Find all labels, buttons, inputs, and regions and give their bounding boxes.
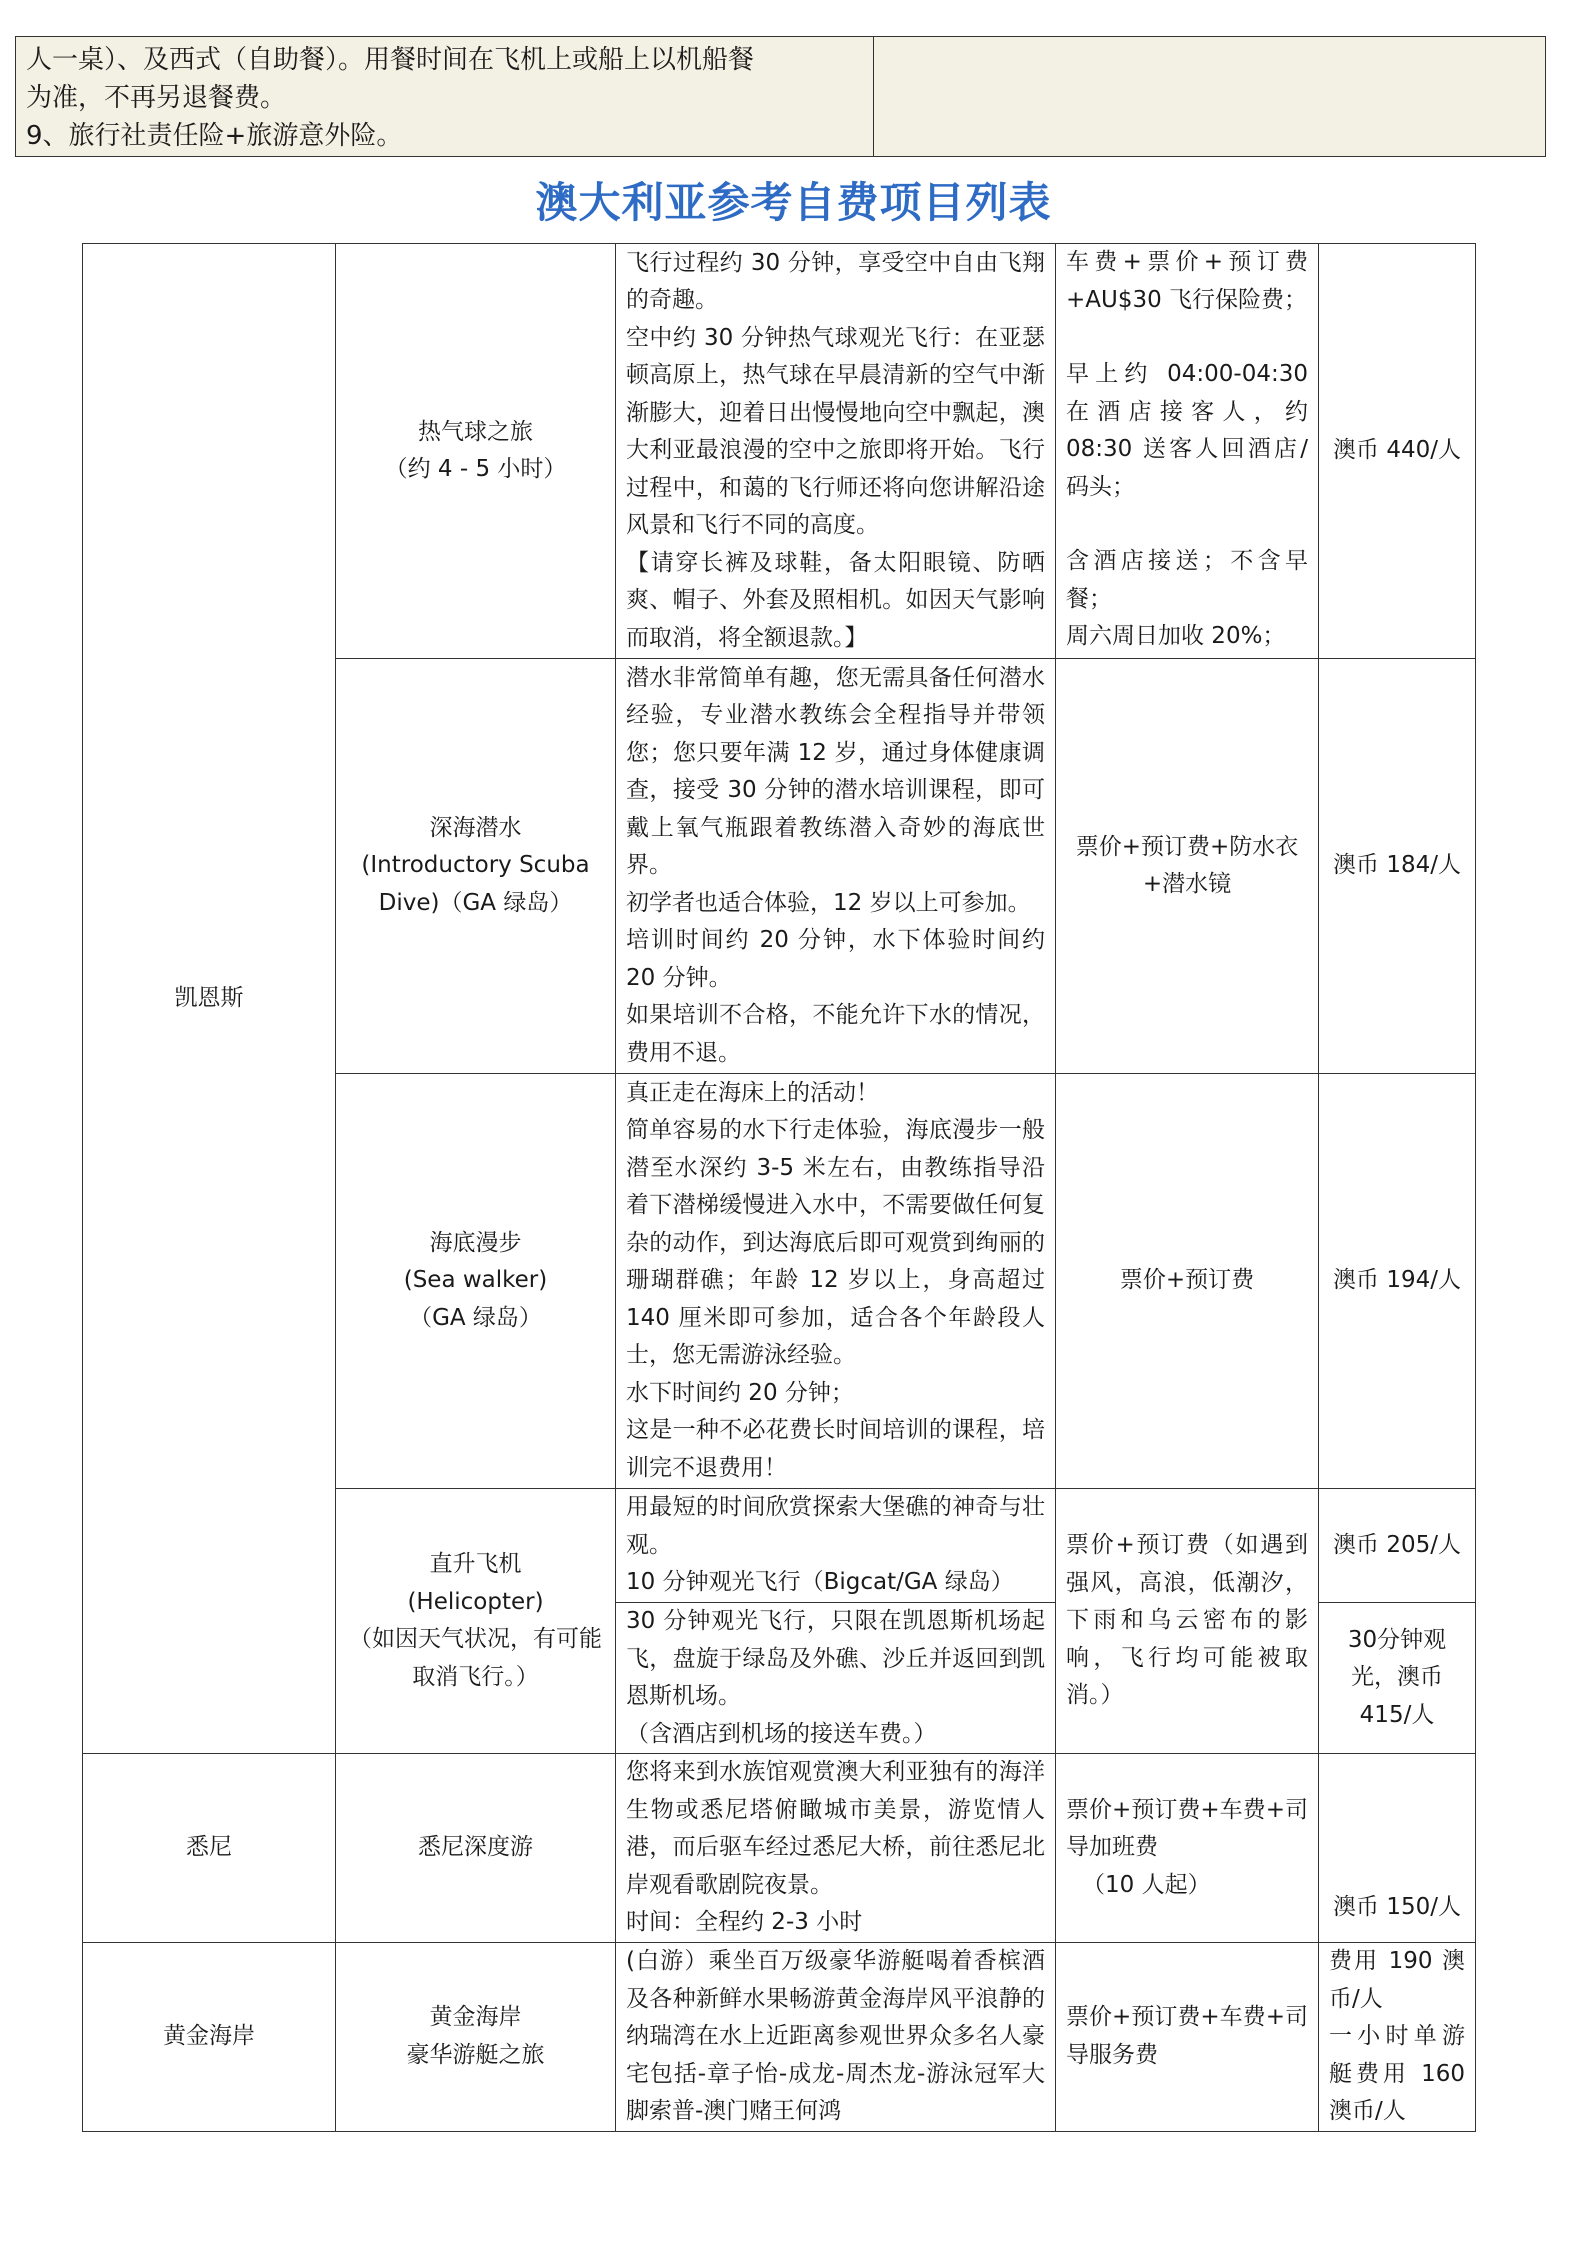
tour-name-balloon: 热气球之旅 （约 4 - 5 小时） [336, 244, 616, 659]
city-goldcoast: 黄金海岸 [83, 1943, 336, 2132]
tour-fee-yacht: 票价+预订费+车费+司导服务费 [1056, 1943, 1319, 2132]
tour-price-balloon: 澳币 440/人 [1319, 244, 1476, 659]
continued-notes-empty-cell [874, 37, 1545, 156]
continued-notes-text [16, 37, 874, 156]
tour-desc-yacht: (白游）乘坐百万级豪华游艇喝着香槟酒及各种新鲜水果畅游黄金海岸风平浪静的纳瑞湾在水上近距离参观世界众多名人豪宅包括-章子怡-成龙-周杰龙-游泳冠军大脚索普-澳门赌王何鸿 [616, 1943, 1056, 2132]
tour-desc-scuba: 潜水非常简单有趣，您无需具备任何潜水经验，专业潜水教练会全程指导并带领您；您只要年满 12 岁，通过身体健康调查，接受 30 分钟的潜水培训课程，即可戴上氧气瓶跟着教练潜入奇妙的海底世界。 初学者也适合体验，12 岁以上可参加。 培训时间约 20 分钟，水下体验时间约 20 分钟。 如果培训不合格，不能允许下水的情况，费用不退。 [616, 659, 1056, 1074]
tour-price-sydney: 澳币 150/人 [1319, 1754, 1476, 1943]
tour-desc-balloon: 飞行过程约 30 分钟，享受空中自由飞翔的奇趣。 空中约 30 分钟热气球观光飞行：在亚瑟顿高原上，热气球在早晨清新的空气中渐渐膨大，迎着日出慢慢地向空中飘起，澳大利亚最浪漫的空中之旅即将开始。飞行过程中，和蔼的飞行师还将向您讲解沿途风景和飞行不同的高度。 【请穿长裤及球鞋，备太阳眼镜、防晒爽、帽子、外套及照相机。如因天气影响而取消，将全额退款。】 [616, 244, 1056, 659]
table-row [83, 1943, 1476, 2132]
tour-price-scuba: 澳币 184/人 [1319, 659, 1476, 1074]
note-line: 9、旅行社责任险+旅游意外险。 [26, 121, 403, 151]
continued-notes-box [15, 36, 1546, 157]
note-line: 人一桌）、及西式（自助餐）。用餐时间在飞机上或船上以机船餐 [26, 45, 755, 75]
table-row [83, 1754, 1476, 1943]
tour-desc-helicopter-10min: 用最短的时间欣赏探索大堡礁的神奇与壮观。 10 分钟观光飞行（Bigcat/GA 绿岛） [616, 1489, 1056, 1603]
tour-price-yacht: 费用 190 澳币/人 一小时单游艇费用 160 澳币/人 [1319, 1943, 1476, 2132]
tour-price-helicopter-10min: 澳币 205/人 [1319, 1489, 1476, 1603]
city-cairns: 凯恩斯 [83, 244, 336, 1754]
tour-name-sydney: 悉尼深度游 [336, 1754, 616, 1943]
tour-name-yacht: 黄金海岸 豪华游艇之旅 [336, 1943, 616, 2132]
tour-name-helicopter: 直升飞机 (Helicopter) （如因天气状况，有可能取消飞行。） [336, 1489, 616, 1754]
note-line: 为准，不再另退餐费。 [26, 83, 287, 113]
tour-price-seawalker: 澳币 194/人 [1319, 1074, 1476, 1489]
tour-fee-balloon: 车费+票价+预订费+AU$30 飞行保险费； 早上约 04:00-04:30 在酒店接客人，约 08:30 送客人回酒店/码头； 含酒店接送；不含早餐； 周六周日加收 20%； [1056, 244, 1319, 659]
table-row [83, 244, 1476, 659]
tour-fee-sydney: 票价+预订费+车费+司导加班费 （10 人起） [1056, 1754, 1319, 1943]
tour-fee-scuba: 票价+预订费+防水衣+潜水镜 [1056, 659, 1319, 1074]
tour-desc-helicopter-30min: 30 分钟观光飞行，只限在凯恩斯机场起飞，盘旋于绿岛及外礁、沙丘并返回到凯恩斯机场。 （含酒店到机场的接送车费。） [616, 1603, 1056, 1754]
page-title: 澳大利亚参考自费项目列表 [535, 178, 1052, 227]
tour-price-helicopter-30min: 30分钟观光，澳币 415/人 [1319, 1603, 1476, 1754]
city-sydney: 悉尼 [83, 1754, 336, 1943]
optional-tours-table [82, 243, 1476, 2132]
tour-name-scuba: 深海潜水 (Introductory Scuba Dive)（GA 绿岛） [336, 659, 616, 1074]
tour-name-seawalker: 海底漫步 (Sea walker) （GA 绿岛） [336, 1074, 616, 1489]
tour-desc-seawalker: 真正走在海床上的活动！ 简单容易的水下行走体验，海底漫步一般潜至水深约 3-5 米左右，由教练指导沿着下潜梯缓慢进入水中，不需要做任何复杂的动作，到达海底后即可观赏到绚丽的珊瑚群礁；年龄 12 岁以上，身高超过 140 厘米即可参加，适合各个年龄段人士，您无需游泳经验。 水下时间约 20 分钟； 这是一种不必花费长时间培训的课程，培训完不退费用！ [616, 1074, 1056, 1489]
tour-fee-helicopter: 票价+预订费（如遇到强风，高浪，低潮汐，下雨和乌云密布的影响，飞行均可能被取消。） [1056, 1489, 1319, 1754]
tour-desc-sydney: 您将来到水族馆观赏澳大利亚独有的海洋生物或悉尼塔俯瞰城市美景，游览情人港，而后驱车经过悉尼大桥，前往悉尼北岸观看歌剧院夜景。 时间：全程约 2-3 小时 [616, 1754, 1056, 1943]
tour-fee-seawalker: 票价+预订费 [1056, 1074, 1319, 1489]
